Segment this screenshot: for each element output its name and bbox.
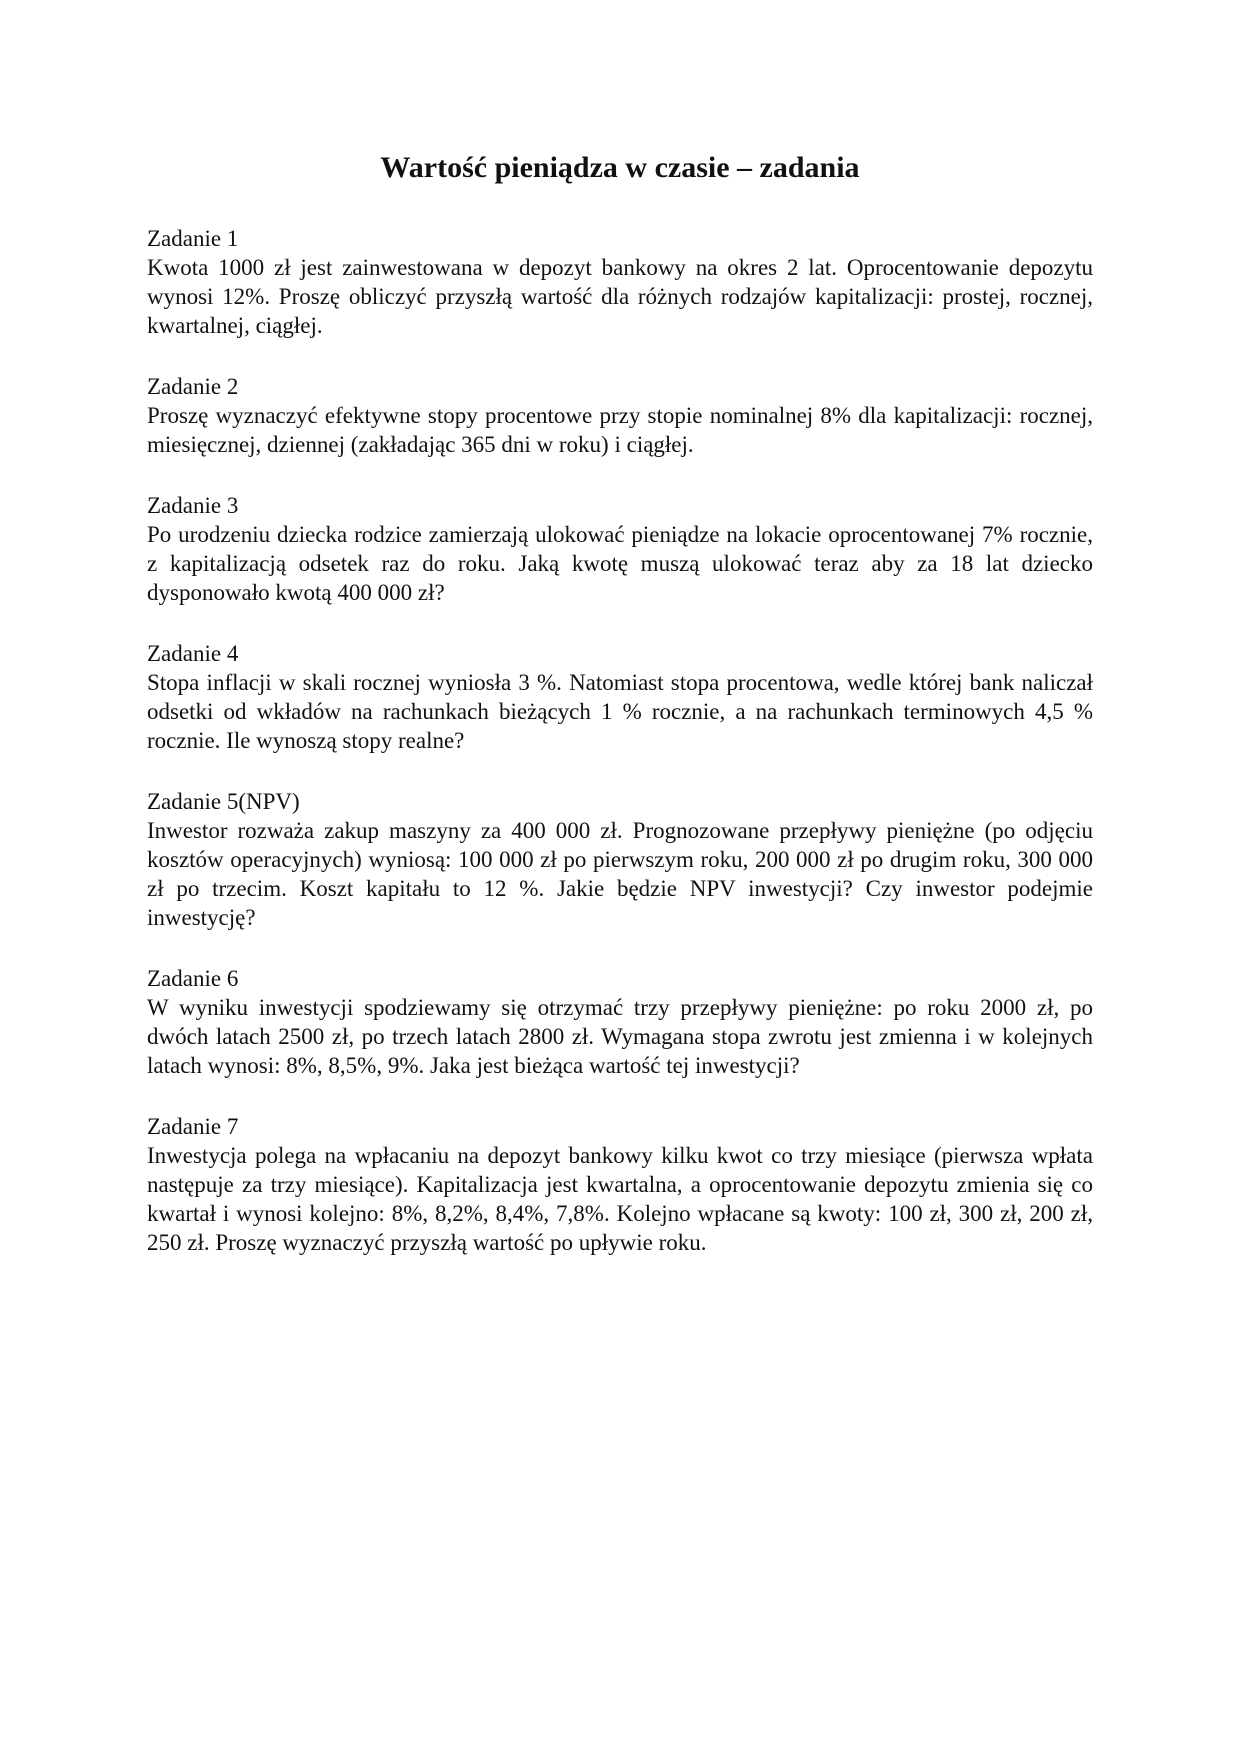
task-list: [147, 224, 1093, 1289]
task-4: [147, 639, 1093, 755]
task-text: Po urodzeniu dziecka rodzice zamierzają ulokować pieniądze na lokacie oprocentowanej 7% rocznie, z kapitalizacją odsetek raz do roku. Jaką kwotę muszą ulokować teraz aby za 18 lat dziecko dysponowało kwotą 400 000 zł?: [147, 522, 1093, 605]
task-heading: Zadanie 4: [147, 641, 239, 666]
task-7: [147, 1112, 1093, 1257]
task-text: Inwestor rozważa zakup maszyny za 400 000 zł. Prognozowane przepływy pieniężne (po odjęciu kosztów operacyjnych) wyniosą: 100 000 zł po pierwszym roku, 200 000 zł po drugim roku, 300 000 zł po trzecim. Koszt kapitału to 12 %. Jakie będzie NPV inwestycji? Czy inwestor podejmie inwestycję?: [147, 818, 1093, 930]
task-text: Stopa inflacji w skali rocznej wyniosła 3 %. Natomiast stopa procentowa, wedle której bank naliczał odsetki od wkładów na rachunkach bieżących 1 % rocznie, a na rachunkach terminowych 4,5 % rocznie. Ile wynoszą stopy realne?: [147, 670, 1093, 753]
task-heading: Zadanie 1: [147, 226, 239, 251]
task-2: [147, 372, 1093, 459]
task-heading: Zadanie 6: [147, 966, 239, 991]
task-5: [147, 787, 1093, 932]
task-text: Proszę wyznaczyć efektywne stopy procentowe przy stopie nominalnej 8% dla kapitalizacji: rocznej, miesięcznej, dziennej (zakładając 365 dni w roku) i ciągłej.: [147, 403, 1093, 457]
task-heading: Zadanie 3: [147, 493, 239, 518]
task-text: W wyniku inwestycji spodziewamy się otrzymać trzy przepływy pieniężne: po roku 2000 zł, po dwóch latach 2500 zł, po trzech latach 2800 zł. Wymagana stopa zwrotu jest zmienna i w kolejnych latach wynosi: 8%, 8,5%, 9%. Jaka jest bieżąca wartość tej inwestycji?: [147, 995, 1093, 1078]
task-heading: Zadanie 7: [147, 1114, 239, 1139]
task-heading: Zadanie 5(NPV): [147, 789, 300, 814]
page-title: Wartość pieniądza w czasie – zadania: [380, 151, 860, 184]
task-text: Kwota 1000 zł jest zainwestowana w depozyt bankowy na okres 2 lat. Oprocentowanie depozytu wynosi 12%. Proszę obliczyć przyszłą wartość dla różnych rodzajów kapitalizacji: prostej, rocznej, kwartalnej, ciągłej.: [147, 255, 1093, 338]
task-1: [147, 224, 1093, 340]
task-3: [147, 491, 1093, 607]
task-text: Inwestycja polega na wpłacaniu na depozyt bankowy kilku kwot co trzy miesiące (pierwsza wpłata następuje za trzy miesiące). Kapitalizacja jest kwartalna, a oprocentowanie depozytu zmienia się co kwartał i wynosi kolejno: 8%, 8,2%, 8,4%, 7,8%. Kolejno wpłacane są kwoty: 100 zł, 300 zł, 200 zł, 250 zł. Proszę wyznaczyć przyszłą wartość po upływie roku.: [147, 1143, 1093, 1255]
task-heading: Zadanie 2: [147, 374, 239, 399]
task-6: [147, 964, 1093, 1080]
